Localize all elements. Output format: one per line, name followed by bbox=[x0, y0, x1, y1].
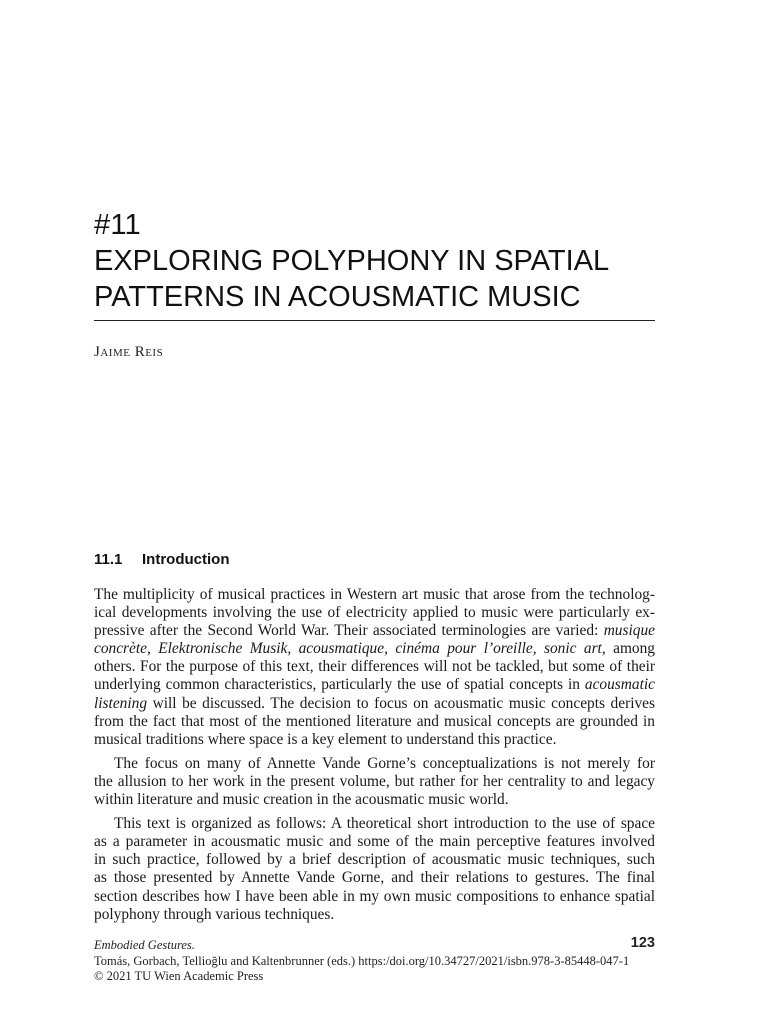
footer-editors: Tomás, Gorbach, Tellioğlu and Kaltenbrunner (eds.) https:/doi.org/10.34727/2021/isbn.978-3-85448-047-1 bbox=[94, 954, 630, 968]
text-line: musical traditions where space is a key element to understand this practice. bbox=[94, 730, 557, 748]
title-divider bbox=[94, 320, 655, 321]
footer-copyright: © 2021 TU Wien Academic Press bbox=[94, 969, 264, 983]
section-title: Introduction bbox=[142, 551, 230, 568]
footer-first-row bbox=[94, 935, 655, 954]
body-text bbox=[94, 586, 655, 924]
paragraph-1 bbox=[94, 586, 655, 749]
italic-term: concrète, Elektronische Musik, acousmatique, cinéma pour l’oreille, sonic art bbox=[94, 640, 602, 658]
chapter-title-line-1: EXPLORING POLYPHONY IN SPATIAL bbox=[94, 245, 610, 277]
text-line bbox=[94, 622, 655, 640]
section-heading bbox=[94, 550, 229, 570]
text-line: from the fact that most of the mentioned literature and musical concepts are grounded in bbox=[94, 712, 655, 730]
text-line: The multiplicity of musical practices in Western art music that arose from the technolog- bbox=[94, 586, 655, 603]
book-title: Embodied Gestures. bbox=[94, 938, 195, 952]
chapter-title-line-2: PATTERNS IN ACOUSMATIC MUSIC bbox=[94, 281, 581, 313]
chapter-title bbox=[94, 243, 694, 315]
text-line: as a parameter in acousmatic music and some of the main perceptive features involved bbox=[94, 833, 655, 851]
text-span: underlying common characteristics, particularly the use of spatial concepts in bbox=[94, 676, 585, 694]
text-span: pressive after the Second World War. Their associated terminologies are varied: bbox=[94, 622, 604, 640]
text-line: This text is organized as follows: A theoretical short introduction to the use of space bbox=[114, 815, 655, 833]
text-span: , among bbox=[601, 640, 655, 658]
text-span: will be discussed. The decision to focus on acousmatic music concepts derives bbox=[147, 694, 655, 712]
section-number: 11.1 bbox=[94, 551, 123, 568]
paragraph-3 bbox=[94, 815, 655, 924]
page-footer bbox=[94, 935, 655, 984]
text-line bbox=[94, 676, 655, 694]
text-line: within literature and music creation in the acousmatic music world. bbox=[94, 791, 509, 809]
text-line: the allusion to her work in the present volume, but rather for her centrality to and legacy bbox=[94, 772, 655, 790]
paragraph-2 bbox=[94, 755, 655, 809]
italic-term: acousmatic bbox=[584, 676, 655, 694]
text-line: as those presented by Annette Vande Gorne, and their relations to gestures. The final bbox=[94, 869, 655, 887]
text-line: in such practice, followed by a brief description of acousmatic music techniques, such bbox=[94, 851, 655, 869]
italic-term: musique bbox=[603, 622, 655, 640]
text-line: others. For the purpose of this text, their differences will not be tackled, but some of their bbox=[94, 658, 655, 676]
author-name: Jaime Reis bbox=[94, 344, 164, 360]
chapter-number: #11 bbox=[94, 209, 141, 241]
text-line bbox=[94, 695, 655, 713]
text-line bbox=[94, 640, 655, 658]
page-number: 123 bbox=[630, 935, 655, 951]
text-line: section describes how I have been able in my own music compositions to enhance spatial bbox=[94, 887, 655, 905]
italic-term: listening bbox=[94, 694, 148, 712]
text-line: ical developments involving the use of electricity applied to music were particularly ex- bbox=[94, 604, 655, 622]
text-line: The focus on many of Annette Vande Gorne’s conceptualizations is not merely for bbox=[114, 754, 655, 772]
text-line: polyphony through various techniques. bbox=[94, 905, 335, 923]
